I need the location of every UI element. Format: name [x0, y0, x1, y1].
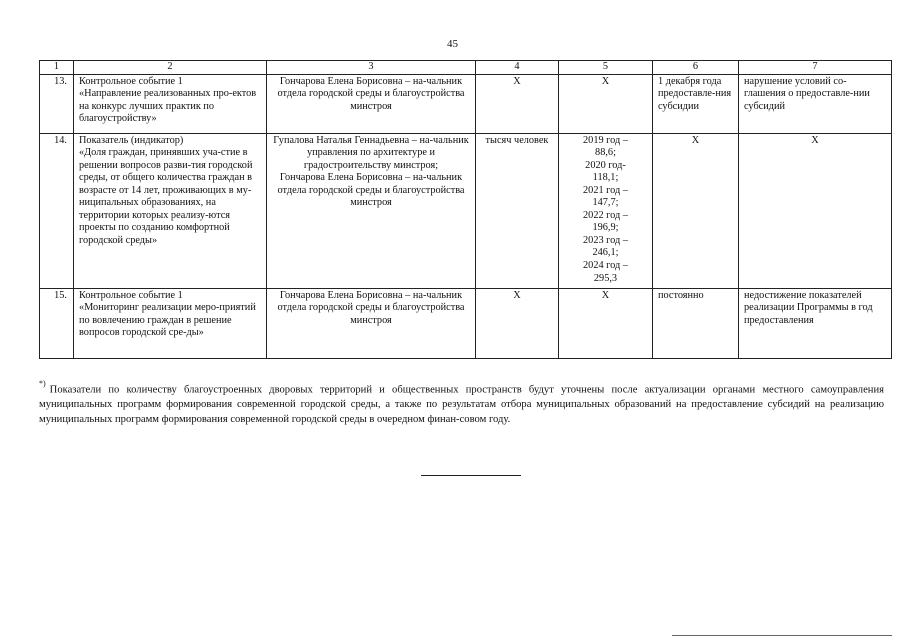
unit-cell: тысяч человек — [476, 133, 559, 288]
value-line: 196,9; — [592, 222, 619, 234]
value-line: 88,6; — [595, 147, 616, 159]
values-cell — [559, 74, 653, 133]
value-line: 2022 год – — [583, 209, 628, 221]
column-number-row — [40, 61, 892, 75]
table-row — [40, 133, 892, 288]
risk-cell: недостижение показателей реализации Программы в год предоставления — [739, 288, 892, 358]
footnote-marker: *) — [39, 379, 46, 388]
value-line: 118,1; — [592, 172, 619, 184]
table-row — [40, 74, 892, 133]
footnote-text: Показатели по количеству благоустроенных дворовых территорий и общественных пространств будут уточнены после актуализации органами местного самоуправления муниципальных программ формирования современной городской среды, а также по результатам отбора муниципальных образований на предоставление субсидий на реализацию муниципальных программ формирования современной городской среды в очередном финан-совом году. — [39, 384, 884, 425]
event-description: «Направление реализованных про-ектов на конкурс лучших практик по благоустройству» — [79, 88, 257, 125]
values-cell — [559, 288, 653, 358]
value-line: 2021 год – — [583, 184, 628, 196]
unit-cell: X — [476, 74, 559, 133]
unit-cell: X — [476, 288, 559, 358]
event-description: «Мониторинг реализации меро-приятий по вовлечению граждан в решение вопросов городской сре-ды» — [79, 302, 256, 339]
values-cell — [559, 133, 653, 288]
value-line: 2024 год – — [583, 260, 628, 272]
risk-cell: нарушение условий со-глашения о предоставле-нии субсидий — [739, 74, 892, 133]
event-description: «Доля граждан, принявших уча-стие в решении вопросов разви-тия городской среды, от общего количества граждан в возрасте от 14 лет, проживающих в му-ниципальных образованиях, на территории которых реализу-ются проекты по созданию комфортной городской среды» — [79, 147, 253, 246]
column-header: 5 — [559, 61, 653, 75]
column-header: 6 — [653, 61, 739, 75]
row-number: 13. — [40, 74, 74, 133]
column-header: 7 — [739, 61, 892, 75]
deadline-cell: постоянно — [653, 288, 739, 358]
event-cell — [74, 133, 267, 288]
column-header: 4 — [476, 61, 559, 75]
table-row — [40, 288, 892, 358]
deadline-cell: 1 декабря года предоставле-ния субсидии — [653, 74, 739, 133]
row-number: 14. — [40, 133, 74, 288]
responsible-cell: Гончарова Елена Борисовна – на-чальник отдела городской среды и благоустройства минстроя — [267, 288, 476, 358]
responsible-cell: Гупалова Наталья Геннадьевна – на-чальник управления по архитектуре и градостроительству минстроя; Гончарова Елена Борисовна – на-чальник отдела городской среды и благоустройства минстроя — [267, 133, 476, 288]
value-line: 2019 год – — [583, 134, 628, 146]
event-type: Контрольное событие 1 — [79, 289, 183, 301]
value-line: X — [601, 289, 610, 301]
event-type: Показатель (индикатор) — [79, 134, 184, 146]
value-line: 147,7; — [592, 197, 619, 209]
event-cell — [74, 74, 267, 133]
value-line: X — [601, 75, 610, 87]
value-line: 2023 год – — [583, 234, 628, 246]
value-line: 2020 год- — [585, 159, 626, 171]
value-line: 295,3 — [593, 272, 618, 284]
indicators-table — [39, 60, 892, 359]
column-header: 2 — [74, 61, 267, 75]
event-type: Контрольное событие 1 — [79, 75, 183, 87]
value-line: 246,1; — [592, 247, 619, 259]
column-header: 3 — [267, 61, 476, 75]
page-edge-line — [672, 635, 892, 636]
footnote — [39, 380, 884, 427]
responsible-cell: Гончарова Елена Борисовна – на-чальник отдела городской среды и благоустройства минстроя — [267, 74, 476, 133]
separator-line — [421, 475, 521, 476]
deadline-cell: X — [653, 133, 739, 288]
column-header: 1 — [40, 61, 74, 75]
event-cell — [74, 288, 267, 358]
page-number: 45 — [447, 38, 458, 50]
row-number: 15. — [40, 288, 74, 358]
risk-cell: X — [739, 133, 892, 288]
